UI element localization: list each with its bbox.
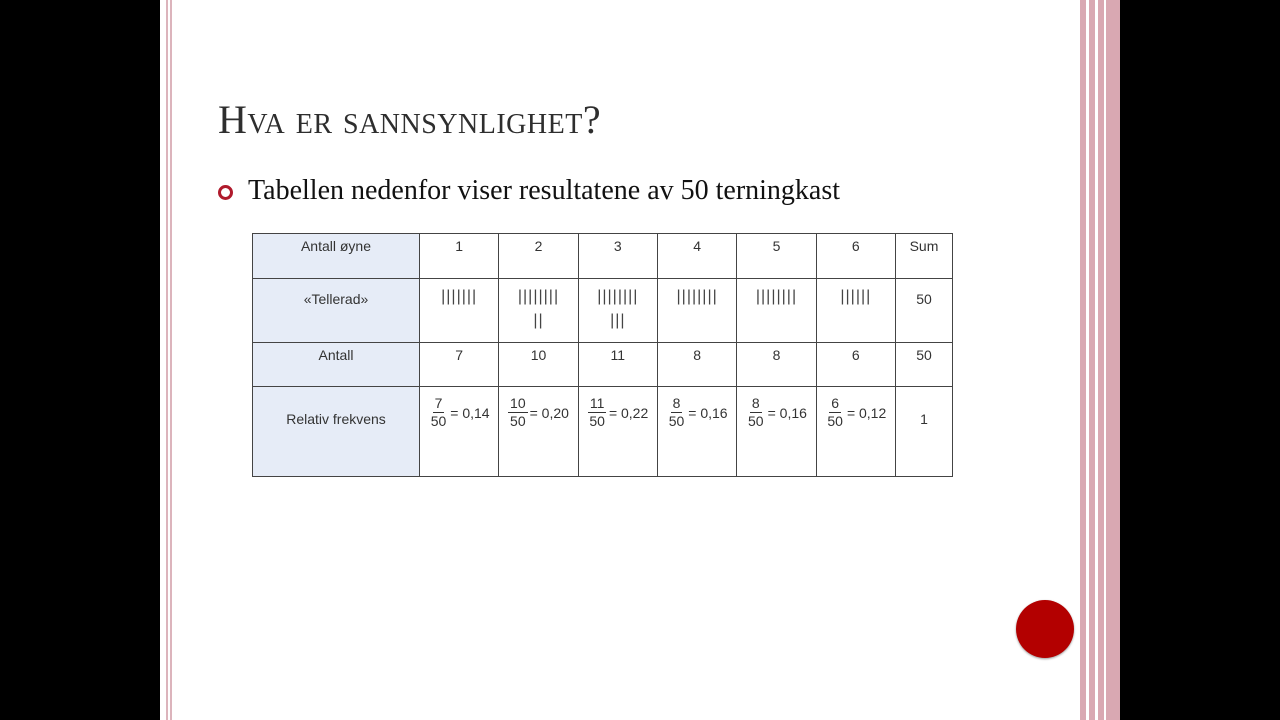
count-cell: 11 bbox=[578, 343, 657, 387]
count-cell: 8 bbox=[737, 343, 816, 387]
row-label-faces: Antall øyne bbox=[253, 234, 420, 279]
face-header: 2 bbox=[499, 234, 578, 279]
relative-cell: $\frac{8}{50}$ = 0,16 bbox=[737, 387, 816, 477]
slide-right-stripe bbox=[1095, 0, 1098, 720]
tally-cell: |||||||| ||| bbox=[578, 279, 657, 343]
count-sum: 50 bbox=[896, 343, 953, 387]
count-cell: 6 bbox=[816, 343, 895, 387]
slide-right-stripe bbox=[1104, 0, 1106, 720]
circle-bullet-icon bbox=[218, 185, 233, 200]
face-header: 5 bbox=[737, 234, 816, 279]
sum-header: Sum bbox=[896, 234, 953, 279]
slide-title: Hva er sannsynlighet? bbox=[218, 97, 602, 142]
row-label-relative: Relativ frekvens bbox=[253, 387, 420, 477]
tally-cell: |||||||| bbox=[737, 279, 816, 343]
relative-cell: $\frac{7}{50}$ = 0,14 bbox=[420, 387, 499, 477]
face-header: 6 bbox=[816, 234, 895, 279]
count-cell: 7 bbox=[420, 343, 499, 387]
count-cell: 8 bbox=[657, 343, 736, 387]
table-row-counts bbox=[253, 343, 953, 387]
relative-cell: $\frac{6}{50}$ = 0,12 bbox=[816, 387, 895, 477]
tally-cell: |||||||| || bbox=[499, 279, 578, 343]
row-label-counts: Antall bbox=[253, 343, 420, 387]
tally-cell: |||||| bbox=[816, 279, 895, 343]
slide-right-stripe bbox=[1086, 0, 1089, 720]
row-label-tally: «Tellerad» bbox=[253, 279, 420, 343]
slide bbox=[160, 0, 1120, 720]
relative-cell: $\frac{10}{50}$ = 0,20 bbox=[499, 387, 578, 477]
bullet-item bbox=[218, 175, 840, 207]
frequency-table bbox=[252, 233, 953, 477]
bullet-text: Tabellen nedenfor viser resultatene av 50 terningkast bbox=[248, 175, 841, 206]
tally-cell: |||||||| bbox=[657, 279, 736, 343]
tally-cell: ||||||| bbox=[420, 279, 499, 343]
relative-sum: 1 bbox=[896, 387, 953, 477]
tally-sum: 50 bbox=[896, 279, 953, 343]
relative-cell: $\frac{11}{50}$ = 0,22 bbox=[578, 387, 657, 477]
table-row-relative bbox=[253, 387, 953, 477]
relative-cell: $\frac{8}{50}$ = 0,16 bbox=[657, 387, 736, 477]
record-button[interactable] bbox=[1016, 600, 1074, 658]
face-header: 1 bbox=[420, 234, 499, 279]
face-header: 3 bbox=[578, 234, 657, 279]
table-row-tally bbox=[253, 279, 953, 343]
face-header: 4 bbox=[657, 234, 736, 279]
count-cell: 10 bbox=[499, 343, 578, 387]
slide-left-border bbox=[166, 0, 168, 720]
slide-left-border-inner bbox=[170, 0, 172, 720]
table-row-header bbox=[253, 234, 953, 279]
